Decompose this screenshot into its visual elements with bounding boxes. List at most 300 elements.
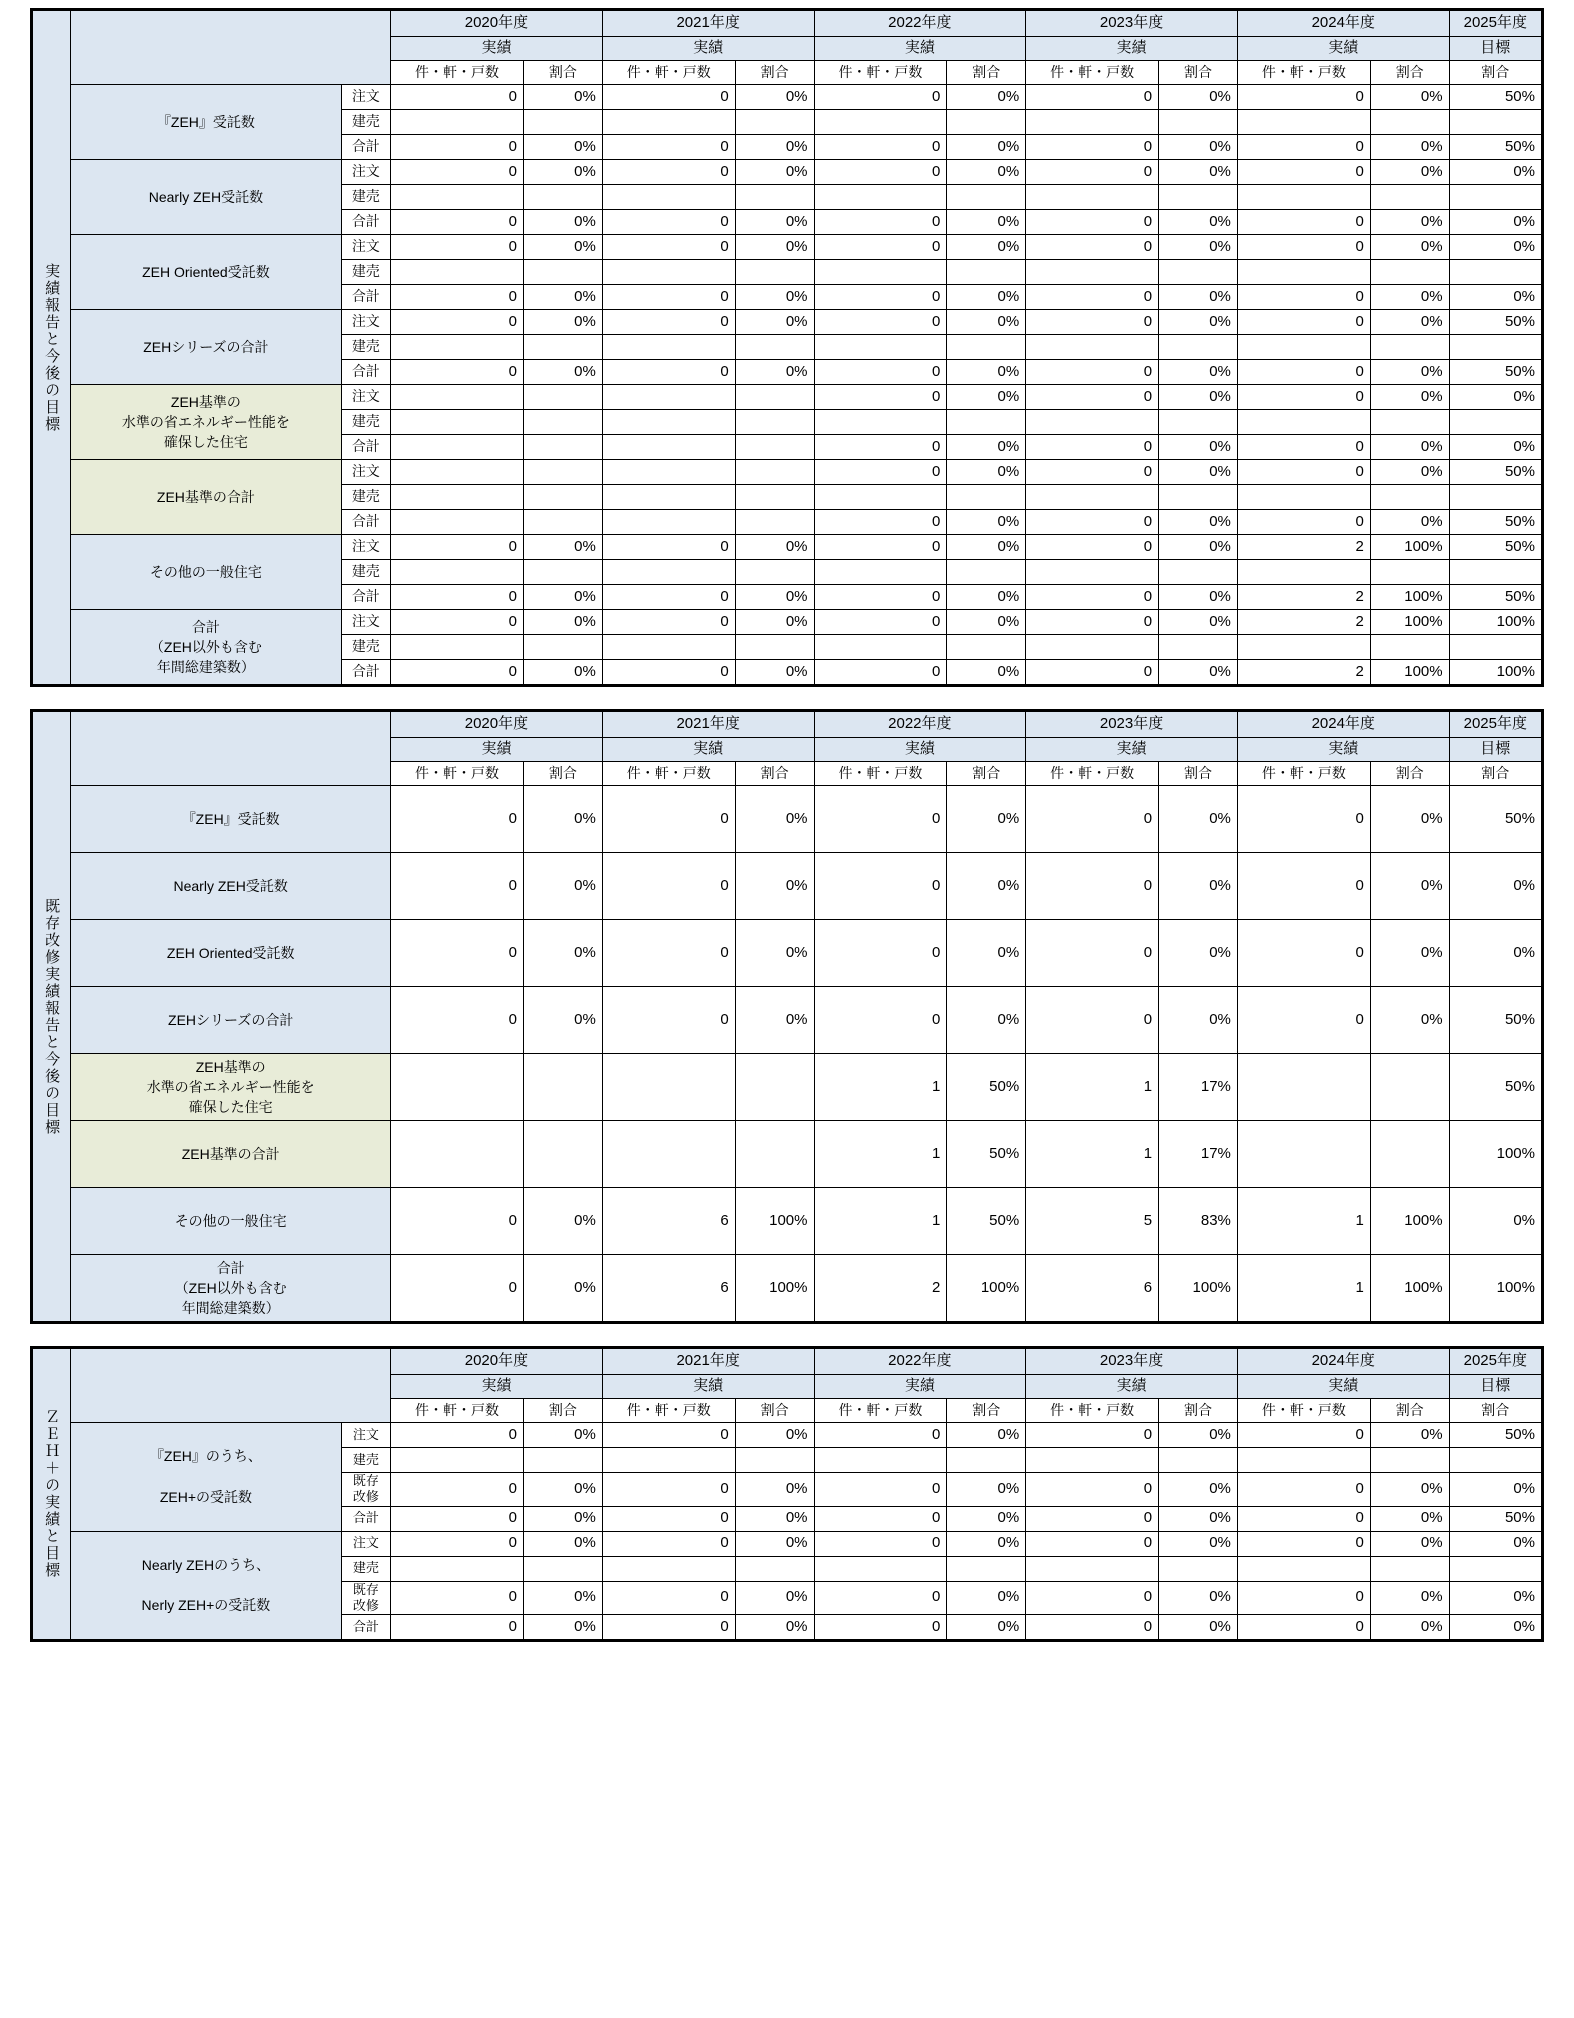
r7s0-cell-2: 0 <box>602 610 735 635</box>
subrow-label-1-3: 合計 <box>341 1615 391 1640</box>
header-type-2021年度: 実績 <box>602 1375 814 1399</box>
header-unit-ratio-2025年度: 割合 <box>1449 61 1541 85</box>
r3s0-cell-4: 0 <box>814 310 947 335</box>
r3s0-cell-3: 0% <box>735 310 814 335</box>
r5s0-cell-3 <box>735 460 814 485</box>
header-unit-ratio-2021年度: 割合 <box>735 1399 814 1423</box>
r3s2-cell-4: 0 <box>814 360 947 385</box>
row-label-2: ZEH Oriented受託数 <box>71 920 391 987</box>
r2-cell-6: 0 <box>1026 920 1159 987</box>
r6s1-cell-0 <box>391 560 524 585</box>
r0s1-cell-0 <box>391 1448 524 1473</box>
r4-cell-8 <box>1237 1054 1370 1121</box>
r6-cell-7: 83% <box>1159 1188 1238 1255</box>
r0s0-cell-4: 0 <box>814 1423 947 1448</box>
r4s1-cell-1 <box>523 410 602 435</box>
r0s1-cell-1 <box>523 110 602 135</box>
r4s1-cell-3 <box>735 410 814 435</box>
r5s2-cell-4: 0 <box>814 510 947 535</box>
r4s0-cell-2 <box>602 385 735 410</box>
r6s1-cell-3 <box>735 560 814 585</box>
r0s0-cell-8: 0 <box>1237 85 1370 110</box>
r0s1-cell-10 <box>1449 1448 1541 1473</box>
r1s1-cell-1 <box>523 185 602 210</box>
header-year-2020年度: 2020年度 <box>391 1349 603 1375</box>
r0s1-cell-7 <box>1159 110 1238 135</box>
table-zeh-plus <box>30 1346 1544 1642</box>
header-unit-ratio-2025年度: 割合 <box>1449 762 1541 786</box>
r3s1-cell-3 <box>735 335 814 360</box>
r7s1-cell-1 <box>523 635 602 660</box>
row-label-3: ZEHシリーズの合計 <box>71 310 341 385</box>
r0s0-cell-0: 0 <box>391 1423 524 1448</box>
r6-cell-4: 1 <box>814 1188 947 1255</box>
header-unit-count-2021年度: 件・軒・戸数 <box>602 1399 735 1423</box>
header-unit-count-2020年度: 件・軒・戸数 <box>391 61 524 85</box>
header-unit-ratio-2023年度: 割合 <box>1159 1399 1238 1423</box>
header-unit-count-2022年度: 件・軒・戸数 <box>814 61 947 85</box>
r7s1-cell-3 <box>735 635 814 660</box>
row-label-5: ZEH基準の合計 <box>71 1121 391 1188</box>
r7s0-cell-5: 0% <box>947 610 1026 635</box>
table-row <box>33 160 1542 185</box>
r1s0-cell-9: 0% <box>1370 1531 1449 1556</box>
r0s3-cell-8: 0 <box>1237 1506 1370 1531</box>
r0s0-cell-9: 0% <box>1370 1423 1449 1448</box>
r0s1-cell-8 <box>1237 1448 1370 1473</box>
r7s1-cell-9 <box>1370 635 1449 660</box>
r2s2-cell-0: 0 <box>391 285 524 310</box>
r1s1-cell-0 <box>391 185 524 210</box>
r1s1-cell-3 <box>735 1556 814 1581</box>
r6s1-cell-6 <box>1026 560 1159 585</box>
header-unit-count-2020年度: 件・軒・戸数 <box>391 1399 524 1423</box>
r1s0-cell-3: 0% <box>735 160 814 185</box>
header-year-2022年度: 2022年度 <box>814 1349 1026 1375</box>
r0s1-cell-2 <box>602 110 735 135</box>
r5-cell-0 <box>391 1121 524 1188</box>
subrow-label-0-3: 合計 <box>341 1506 391 1531</box>
r0s0-cell-1: 0% <box>523 1423 602 1448</box>
r6s2-cell-6: 0 <box>1026 585 1159 610</box>
side-label-table1 <box>33 11 71 685</box>
r0s1-cell-1 <box>523 1448 602 1473</box>
r3s1-cell-4 <box>814 335 947 360</box>
header-unit-count-2023年度: 件・軒・戸数 <box>1026 1399 1159 1423</box>
r6s1-cell-1 <box>523 560 602 585</box>
r7s1-cell-8 <box>1237 635 1370 660</box>
r5-cell-7: 17% <box>1159 1121 1238 1188</box>
r0s2-cell-5: 0% <box>947 1473 1026 1507</box>
r3-cell-6: 0 <box>1026 987 1159 1054</box>
r1s2-cell-8: 0 <box>1237 1581 1370 1615</box>
side-label-table3 <box>33 1349 71 1640</box>
header-type-2022年度: 実績 <box>814 37 1026 61</box>
r6s2-cell-8: 2 <box>1237 585 1370 610</box>
r3s1-cell-2 <box>602 335 735 360</box>
r1s0-cell-0: 0 <box>391 160 524 185</box>
header-year-2024年度: 2024年度 <box>1237 712 1449 738</box>
header-type-2023年度: 実績 <box>1026 738 1238 762</box>
r3s0-cell-9: 0% <box>1370 310 1449 335</box>
r4-cell-10: 50% <box>1449 1054 1541 1121</box>
r0s1-cell-8 <box>1237 110 1370 135</box>
r4-cell-7: 17% <box>1159 1054 1238 1121</box>
r2-cell-3: 0% <box>735 920 814 987</box>
r3s0-cell-5: 0% <box>947 310 1026 335</box>
subrow-label-1-1: 建売 <box>341 185 391 210</box>
header-type-2025年度: 目標 <box>1449 738 1541 762</box>
r2s0-cell-2: 0 <box>602 235 735 260</box>
r6s2-cell-2: 0 <box>602 585 735 610</box>
r0s0-cell-3: 0% <box>735 1423 814 1448</box>
r5s0-cell-1 <box>523 460 602 485</box>
r3-cell-10: 50% <box>1449 987 1541 1054</box>
r0s0-cell-4: 0 <box>814 85 947 110</box>
table-row <box>33 460 1542 485</box>
r1s1-cell-8 <box>1237 1556 1370 1581</box>
r4-cell-9 <box>1370 1054 1449 1121</box>
r1s3-cell-3: 0% <box>735 1615 814 1640</box>
r1s2-cell-5: 0% <box>947 210 1026 235</box>
r5s1-cell-10 <box>1449 485 1541 510</box>
table3 <box>32 1348 1542 1640</box>
r2s1-cell-2 <box>602 260 735 285</box>
r1-cell-10: 0% <box>1449 853 1541 920</box>
r4s2-cell-8: 0 <box>1237 435 1370 460</box>
r6s0-cell-8: 2 <box>1237 535 1370 560</box>
r0s2-cell-0: 0 <box>391 1473 524 1507</box>
r7s1-cell-0 <box>391 635 524 660</box>
subrow-label-1-0: 注文 <box>341 160 391 185</box>
r3s0-cell-1: 0% <box>523 310 602 335</box>
r1s2-cell-10: 0% <box>1449 210 1541 235</box>
r4s0-cell-10: 0% <box>1449 385 1541 410</box>
r4s2-cell-9: 0% <box>1370 435 1449 460</box>
r1s3-cell-2: 0 <box>602 1615 735 1640</box>
subrow-label-6-0: 注文 <box>341 535 391 560</box>
r3s2-cell-3: 0% <box>735 360 814 385</box>
r1s0-cell-10: 0% <box>1449 1531 1541 1556</box>
r0s1-cell-0 <box>391 110 524 135</box>
r1s0-cell-8: 0 <box>1237 1531 1370 1556</box>
r7-cell-2: 6 <box>602 1255 735 1322</box>
r2s2-cell-2: 0 <box>602 285 735 310</box>
r2s2-cell-5: 0% <box>947 285 1026 310</box>
r3-cell-2: 0 <box>602 987 735 1054</box>
r0s3-cell-1: 0% <box>523 1506 602 1531</box>
r0s2-cell-9: 0% <box>1370 135 1449 160</box>
subrow-label-7-2: 合計 <box>341 660 391 685</box>
r1s0-cell-2: 0 <box>602 1531 735 1556</box>
r2s0-cell-6: 0 <box>1026 235 1159 260</box>
table-row <box>33 853 1542 920</box>
r5-cell-4: 1 <box>814 1121 947 1188</box>
r1-cell-7: 0% <box>1159 853 1238 920</box>
r3s2-cell-6: 0 <box>1026 360 1159 385</box>
r1s2-cell-3: 0% <box>735 1581 814 1615</box>
r3s2-cell-5: 0% <box>947 360 1026 385</box>
r1s2-cell-2: 0 <box>602 1581 735 1615</box>
subrow-label-6-2: 合計 <box>341 585 391 610</box>
table-row <box>33 235 1542 260</box>
r1s2-cell-1: 0% <box>523 1581 602 1615</box>
table-row <box>33 310 1542 335</box>
r3s2-cell-10: 50% <box>1449 360 1541 385</box>
header-unit-count-2021年度: 件・軒・戸数 <box>602 762 735 786</box>
header-unit-ratio-2020年度: 割合 <box>523 762 602 786</box>
r2s1-cell-3 <box>735 260 814 285</box>
r3-cell-5: 0% <box>947 987 1026 1054</box>
r7s0-cell-3: 0% <box>735 610 814 635</box>
header-type-2024年度: 実績 <box>1237 37 1449 61</box>
subrow-label-7-0: 注文 <box>341 610 391 635</box>
r0s0-cell-6: 0 <box>1026 1423 1159 1448</box>
r2s1-cell-10 <box>1449 260 1541 285</box>
row-label-5: ZEH基準の合計 <box>71 460 341 535</box>
r6s2-cell-10: 50% <box>1449 585 1541 610</box>
row-label-0: 『ZEH』のうち、 ZEH+の受託数 <box>71 1423 341 1532</box>
r1s1-cell-2 <box>602 185 735 210</box>
header-type-2022年度: 実績 <box>814 1375 1026 1399</box>
header-year-2025年度: 2025年度 <box>1449 11 1541 37</box>
r1s2-cell-4: 0 <box>814 1581 947 1615</box>
subrow-label-0-1: 建売 <box>341 110 391 135</box>
r6s1-cell-4 <box>814 560 947 585</box>
r4s2-cell-5: 0% <box>947 435 1026 460</box>
r5s0-cell-2 <box>602 460 735 485</box>
r3s0-cell-6: 0 <box>1026 310 1159 335</box>
r6-cell-8: 1 <box>1237 1188 1370 1255</box>
r6-cell-3: 100% <box>735 1188 814 1255</box>
subrow-label-4-1: 建売 <box>341 410 391 435</box>
r0s3-cell-7: 0% <box>1159 1506 1238 1531</box>
r0s2-cell-2: 0 <box>602 1473 735 1507</box>
header-unit-ratio-2021年度: 割合 <box>735 61 814 85</box>
r5s2-cell-6: 0 <box>1026 510 1159 535</box>
r0s2-cell-7: 0% <box>1159 1473 1238 1507</box>
r0-cell-0: 0 <box>391 786 524 853</box>
r4s0-cell-7: 0% <box>1159 385 1238 410</box>
r3s1-cell-0 <box>391 335 524 360</box>
table-row <box>33 85 1542 110</box>
header-year-2024年度: 2024年度 <box>1237 1349 1449 1375</box>
r1s2-cell-3: 0% <box>735 210 814 235</box>
r4-cell-3 <box>735 1054 814 1121</box>
r4s1-cell-2 <box>602 410 735 435</box>
r4s0-cell-8: 0 <box>1237 385 1370 410</box>
r0-cell-6: 0 <box>1026 786 1159 853</box>
r6-cell-0: 0 <box>391 1188 524 1255</box>
r7s0-cell-8: 2 <box>1237 610 1370 635</box>
r1s3-cell-4: 0 <box>814 1615 947 1640</box>
subrow-label-6-1: 建売 <box>341 560 391 585</box>
r5-cell-6: 1 <box>1026 1121 1159 1188</box>
table-row <box>33 535 1542 560</box>
r1s3-cell-0: 0 <box>391 1615 524 1640</box>
r5s2-cell-10: 50% <box>1449 510 1541 535</box>
header-unit-ratio-2024年度: 割合 <box>1370 1399 1449 1423</box>
r2s0-cell-9: 0% <box>1370 235 1449 260</box>
header-type-2024年度: 実績 <box>1237 738 1449 762</box>
r1-cell-0: 0 <box>391 853 524 920</box>
header-type-2024年度: 実績 <box>1237 1375 1449 1399</box>
subrow-label-0-2: 合計 <box>341 135 391 160</box>
subrow-label-3-0: 注文 <box>341 310 391 335</box>
r0s3-cell-10: 50% <box>1449 1506 1541 1531</box>
r0s3-cell-4: 0 <box>814 1506 947 1531</box>
r1s1-cell-9 <box>1370 185 1449 210</box>
header-year-2021年度: 2021年度 <box>602 11 814 37</box>
r1s2-cell-7: 0% <box>1159 210 1238 235</box>
r4s1-cell-6 <box>1026 410 1159 435</box>
header-type-2020年度: 実績 <box>391 37 603 61</box>
r3-cell-0: 0 <box>391 987 524 1054</box>
r1s1-cell-5 <box>947 185 1026 210</box>
r0s2-cell-1: 0% <box>523 135 602 160</box>
r6s2-cell-1: 0% <box>523 585 602 610</box>
r3s2-cell-1: 0% <box>523 360 602 385</box>
header-row-year <box>33 1349 1542 1375</box>
r5s1-cell-5 <box>947 485 1026 510</box>
r7s0-cell-7: 0% <box>1159 610 1238 635</box>
r5s0-cell-7: 0% <box>1159 460 1238 485</box>
r0s1-cell-2 <box>602 1448 735 1473</box>
r4s1-cell-5 <box>947 410 1026 435</box>
r1s2-cell-7: 0% <box>1159 1581 1238 1615</box>
header-corner <box>71 1349 391 1423</box>
header-unit-ratio-2020年度: 割合 <box>523 1399 602 1423</box>
header-year-2023年度: 2023年度 <box>1026 1349 1238 1375</box>
header-year-2023年度: 2023年度 <box>1026 712 1238 738</box>
r7s2-cell-8: 2 <box>1237 660 1370 685</box>
r1s3-cell-1: 0% <box>523 1615 602 1640</box>
table2 <box>32 711 1542 1322</box>
r6s2-cell-0: 0 <box>391 585 524 610</box>
header-year-2022年度: 2022年度 <box>814 712 1026 738</box>
r5s0-cell-10: 50% <box>1449 460 1541 485</box>
r2s2-cell-8: 0 <box>1237 285 1370 310</box>
row-label-1: Nearly ZEHのうち、 Nerly ZEH+の受託数 <box>71 1531 341 1640</box>
r6s0-cell-5: 0% <box>947 535 1026 560</box>
header-unit-ratio-2022年度: 割合 <box>947 1399 1026 1423</box>
r7-cell-10: 100% <box>1449 1255 1541 1322</box>
r7-cell-3: 100% <box>735 1255 814 1322</box>
header-type-2025年度: 目標 <box>1449 1375 1541 1399</box>
header-unit-ratio-2025年度: 割合 <box>1449 1399 1541 1423</box>
r5-cell-8 <box>1237 1121 1370 1188</box>
r4-cell-0 <box>391 1054 524 1121</box>
r1s0-cell-5: 0% <box>947 1531 1026 1556</box>
header-year-2024年度: 2024年度 <box>1237 11 1449 37</box>
header-type-2020年度: 実績 <box>391 738 603 762</box>
r7-cell-8: 1 <box>1237 1255 1370 1322</box>
row-label-2: ZEH Oriented受託数 <box>71 235 341 310</box>
table-jisseki-houkoku <box>30 8 1544 687</box>
r6-cell-5: 50% <box>947 1188 1026 1255</box>
r5s2-cell-8: 0 <box>1237 510 1370 535</box>
header-unit-ratio-2022年度: 割合 <box>947 762 1026 786</box>
r4s2-cell-1 <box>523 435 602 460</box>
r4s0-cell-0 <box>391 385 524 410</box>
r2s2-cell-7: 0% <box>1159 285 1238 310</box>
subrow-label-3-2: 合計 <box>341 360 391 385</box>
r5s1-cell-0 <box>391 485 524 510</box>
header-unit-count-2022年度: 件・軒・戸数 <box>814 1399 947 1423</box>
header-unit-count-2024年度: 件・軒・戸数 <box>1237 61 1370 85</box>
subrow-label-3-1: 建売 <box>341 335 391 360</box>
r1s0-cell-7: 0% <box>1159 1531 1238 1556</box>
r2-cell-2: 0 <box>602 920 735 987</box>
r6s1-cell-10 <box>1449 560 1541 585</box>
header-unit-ratio-2020年度: 割合 <box>523 61 602 85</box>
subrow-label-5-2: 合計 <box>341 510 391 535</box>
r1-cell-9: 0% <box>1370 853 1449 920</box>
r1s1-cell-10 <box>1449 1556 1541 1581</box>
header-type-2021年度: 実績 <box>602 738 814 762</box>
r1s3-cell-5: 0% <box>947 1615 1026 1640</box>
r2s0-cell-10: 0% <box>1449 235 1541 260</box>
header-unit-ratio-2021年度: 割合 <box>735 762 814 786</box>
r3s0-cell-7: 0% <box>1159 310 1238 335</box>
side-label-text: 実績報告と今後の目標 <box>43 262 61 433</box>
r3s2-cell-2: 0 <box>602 360 735 385</box>
r2s2-cell-6: 0 <box>1026 285 1159 310</box>
header-type-2025年度: 目標 <box>1449 37 1541 61</box>
r1-cell-2: 0 <box>602 853 735 920</box>
r3-cell-8: 0 <box>1237 987 1370 1054</box>
r7-cell-5: 100% <box>947 1255 1026 1322</box>
table-row <box>33 1255 1542 1322</box>
r7s2-cell-1: 0% <box>523 660 602 685</box>
r0-cell-4: 0 <box>814 786 947 853</box>
r7s0-cell-0: 0 <box>391 610 524 635</box>
r1-cell-6: 0 <box>1026 853 1159 920</box>
header-unit-ratio-2022年度: 割合 <box>947 61 1026 85</box>
r2s2-cell-4: 0 <box>814 285 947 310</box>
r6s0-cell-4: 0 <box>814 535 947 560</box>
r4s0-cell-4: 0 <box>814 385 947 410</box>
r1s1-cell-7 <box>1159 1556 1238 1581</box>
r0s1-cell-10 <box>1449 110 1541 135</box>
r4s2-cell-4: 0 <box>814 435 947 460</box>
header-unit-count-2022年度: 件・軒・戸数 <box>814 762 947 786</box>
r7s1-cell-7 <box>1159 635 1238 660</box>
r1s0-cell-4: 0 <box>814 1531 947 1556</box>
r5s2-cell-2 <box>602 510 735 535</box>
r4-cell-2 <box>602 1054 735 1121</box>
subrow-label-2-1: 建売 <box>341 260 391 285</box>
r7s2-cell-3: 0% <box>735 660 814 685</box>
r4s1-cell-10 <box>1449 410 1541 435</box>
r0-cell-10: 50% <box>1449 786 1541 853</box>
header-row-year <box>33 11 1542 37</box>
table-row <box>33 1054 1542 1121</box>
header-year-2021年度: 2021年度 <box>602 1349 814 1375</box>
header-type-2023年度: 実績 <box>1026 37 1238 61</box>
table-row <box>33 1531 1542 1556</box>
header-type-2023年度: 実績 <box>1026 1375 1238 1399</box>
r0s0-cell-9: 0% <box>1370 85 1449 110</box>
r3s1-cell-5 <box>947 335 1026 360</box>
header-year-2025年度: 2025年度 <box>1449 1349 1541 1375</box>
r7s2-cell-9: 100% <box>1370 660 1449 685</box>
table1 <box>32 10 1542 685</box>
r0s3-cell-5: 0% <box>947 1506 1026 1531</box>
r3s0-cell-10: 50% <box>1449 310 1541 335</box>
r6s0-cell-2: 0 <box>602 535 735 560</box>
header-unit-ratio-2023年度: 割合 <box>1159 61 1238 85</box>
